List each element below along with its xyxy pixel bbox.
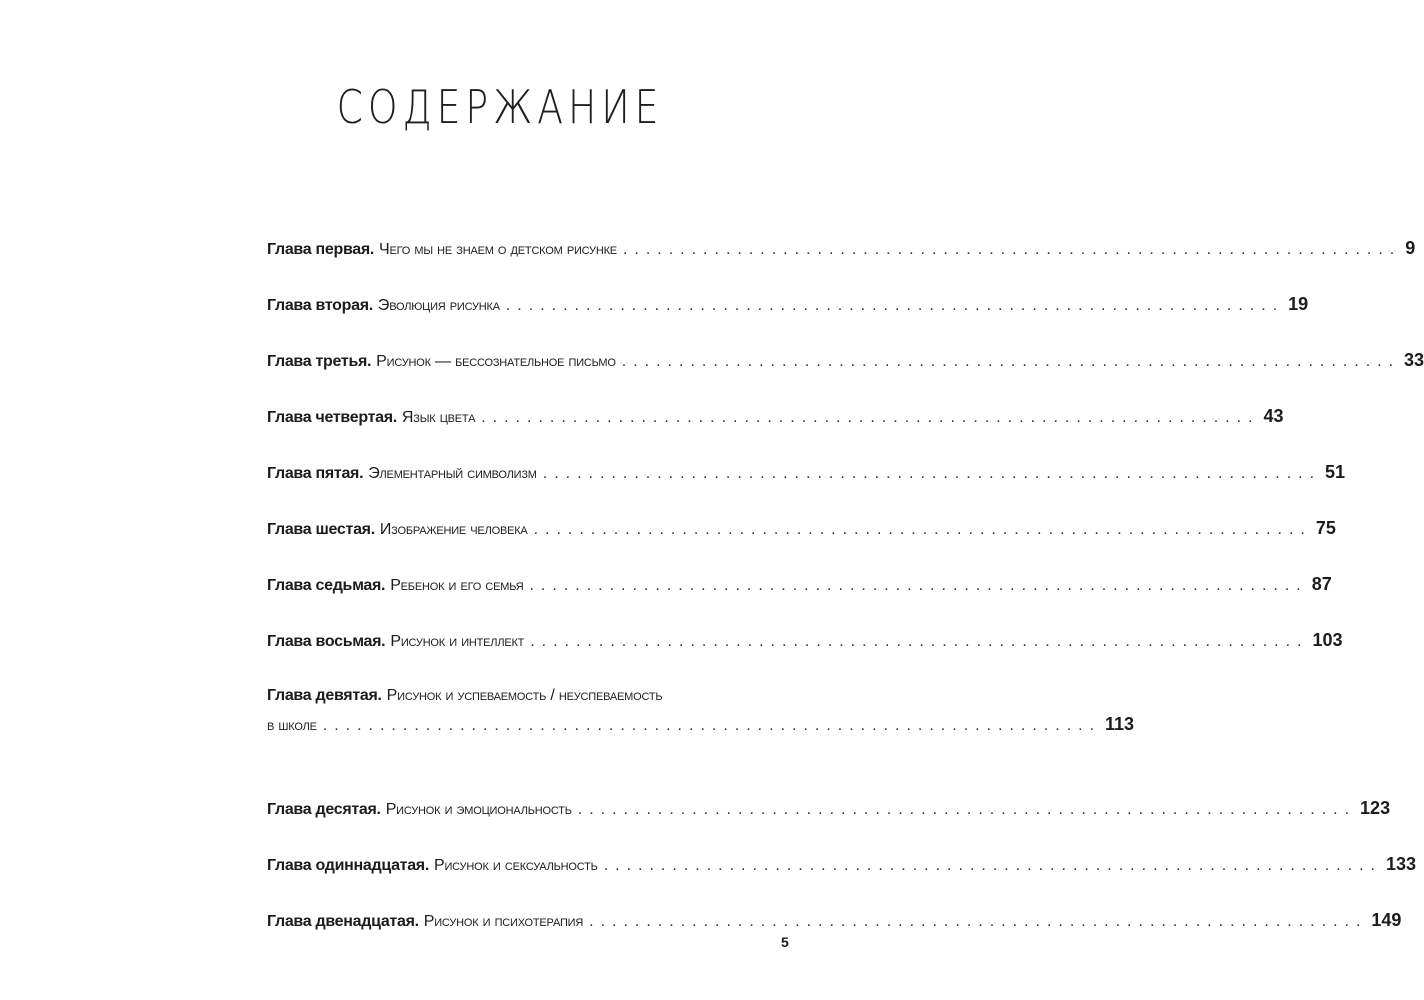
- chapter-title: Элементарный символизм: [368, 465, 537, 482]
- chapter-title: Язык цвета: [401, 409, 476, 426]
- chapter-title: Чего мы не знаем о детском рисунке: [379, 241, 617, 258]
- chapter-label: Глава третья.: [267, 353, 372, 370]
- chapter-label: Глава первая.: [267, 241, 375, 258]
- toc-entry-10[interactable]: [267, 792, 1391, 848]
- chapter-label: Глава шестая.: [267, 521, 375, 538]
- toc-entry-1[interactable]: [267, 232, 1416, 288]
- leader-dots: ....................................................................: [481, 409, 1260, 426]
- chapter-title: Рисунок и успеваемость / неуспеваемость: [386, 687, 663, 704]
- chapter-title: Эволюция рисунка: [377, 297, 500, 314]
- chapter-page: 33: [1404, 350, 1424, 370]
- toc-entry-3[interactable]: [267, 344, 1424, 400]
- chapter-page: 19: [1288, 294, 1309, 314]
- leader-dots: ....................................................................: [322, 717, 1102, 734]
- toc-entry-2[interactable]: [267, 288, 1309, 344]
- chapter-page: 87: [1311, 574, 1332, 594]
- toc-entry-12[interactable]: [267, 904, 1402, 960]
- chapter-title: Рисунок и интеллект: [390, 633, 525, 650]
- toc-entry-4[interactable]: [267, 400, 1284, 456]
- leader-dots: ....................................................................: [621, 353, 1401, 370]
- chapter-title: Рисунок и сексуальность: [434, 857, 598, 874]
- chapter-page: 43: [1263, 406, 1284, 426]
- leader-dots: ....................................................................: [530, 633, 1309, 650]
- table-of-contents: [267, 232, 1424, 960]
- page-title: СОДЕРЖАНИЕ: [336, 80, 664, 134]
- page-number: 5: [781, 934, 789, 950]
- chapter-title: Изображение человека: [379, 521, 528, 538]
- chapter-page: 123: [1360, 798, 1391, 818]
- chapter-title-continued: в школе: [267, 717, 317, 734]
- leader-dots: ....................................................................: [577, 801, 1357, 818]
- toc-entry-7[interactable]: [267, 568, 1332, 624]
- chapter-label: Глава одиннадцатая.: [267, 857, 429, 874]
- toc-entry-11[interactable]: [267, 848, 1417, 904]
- chapter-title: Ребенок и его семья: [390, 577, 524, 594]
- toc-entry-8[interactable]: [267, 624, 1343, 680]
- chapter-title: Рисунок и психотерапия: [423, 913, 584, 930]
- leader-dots: ....................................................................: [603, 857, 1382, 874]
- toc-entry-6[interactable]: [267, 512, 1336, 568]
- chapter-page: 149: [1371, 910, 1402, 930]
- chapter-title: Рисунок — бессознательное письмо: [376, 353, 616, 370]
- leader-dots: ....................................................................: [505, 297, 1285, 314]
- chapter-label: Глава четвертая.: [267, 409, 397, 426]
- chapter-page: 103: [1312, 630, 1343, 650]
- chapter-title: Рисунок и эмоциональность: [385, 801, 572, 818]
- toc-entry-9[interactable]: [267, 680, 1135, 792]
- chapter-label: Глава седьмая.: [267, 577, 386, 594]
- chapter-label: Глава вторая.: [267, 297, 373, 314]
- leader-dots: ....................................................................: [622, 241, 1402, 258]
- leader-dots: ....................................................................: [529, 577, 1308, 594]
- toc-entry-5[interactable]: [267, 456, 1346, 512]
- chapter-label: Глава девятая.: [267, 687, 382, 704]
- chapter-label: Глава десятая.: [267, 801, 381, 818]
- chapter-label: Глава пятая.: [267, 465, 364, 482]
- chapter-page: 133: [1385, 854, 1417, 874]
- chapter-label: Глава двенадцатая.: [267, 913, 419, 930]
- leader-dots: ....................................................................: [542, 465, 1322, 482]
- chapter-page: 51: [1325, 462, 1346, 482]
- chapter-page: 9: [1405, 238, 1416, 258]
- leader-dots: ....................................................................: [533, 521, 1312, 538]
- chapter-label: Глава восьмая.: [267, 633, 386, 650]
- chapter-page: 113: [1105, 714, 1135, 734]
- leader-dots: ....................................................................: [589, 913, 1368, 930]
- chapter-page: 75: [1315, 518, 1336, 538]
